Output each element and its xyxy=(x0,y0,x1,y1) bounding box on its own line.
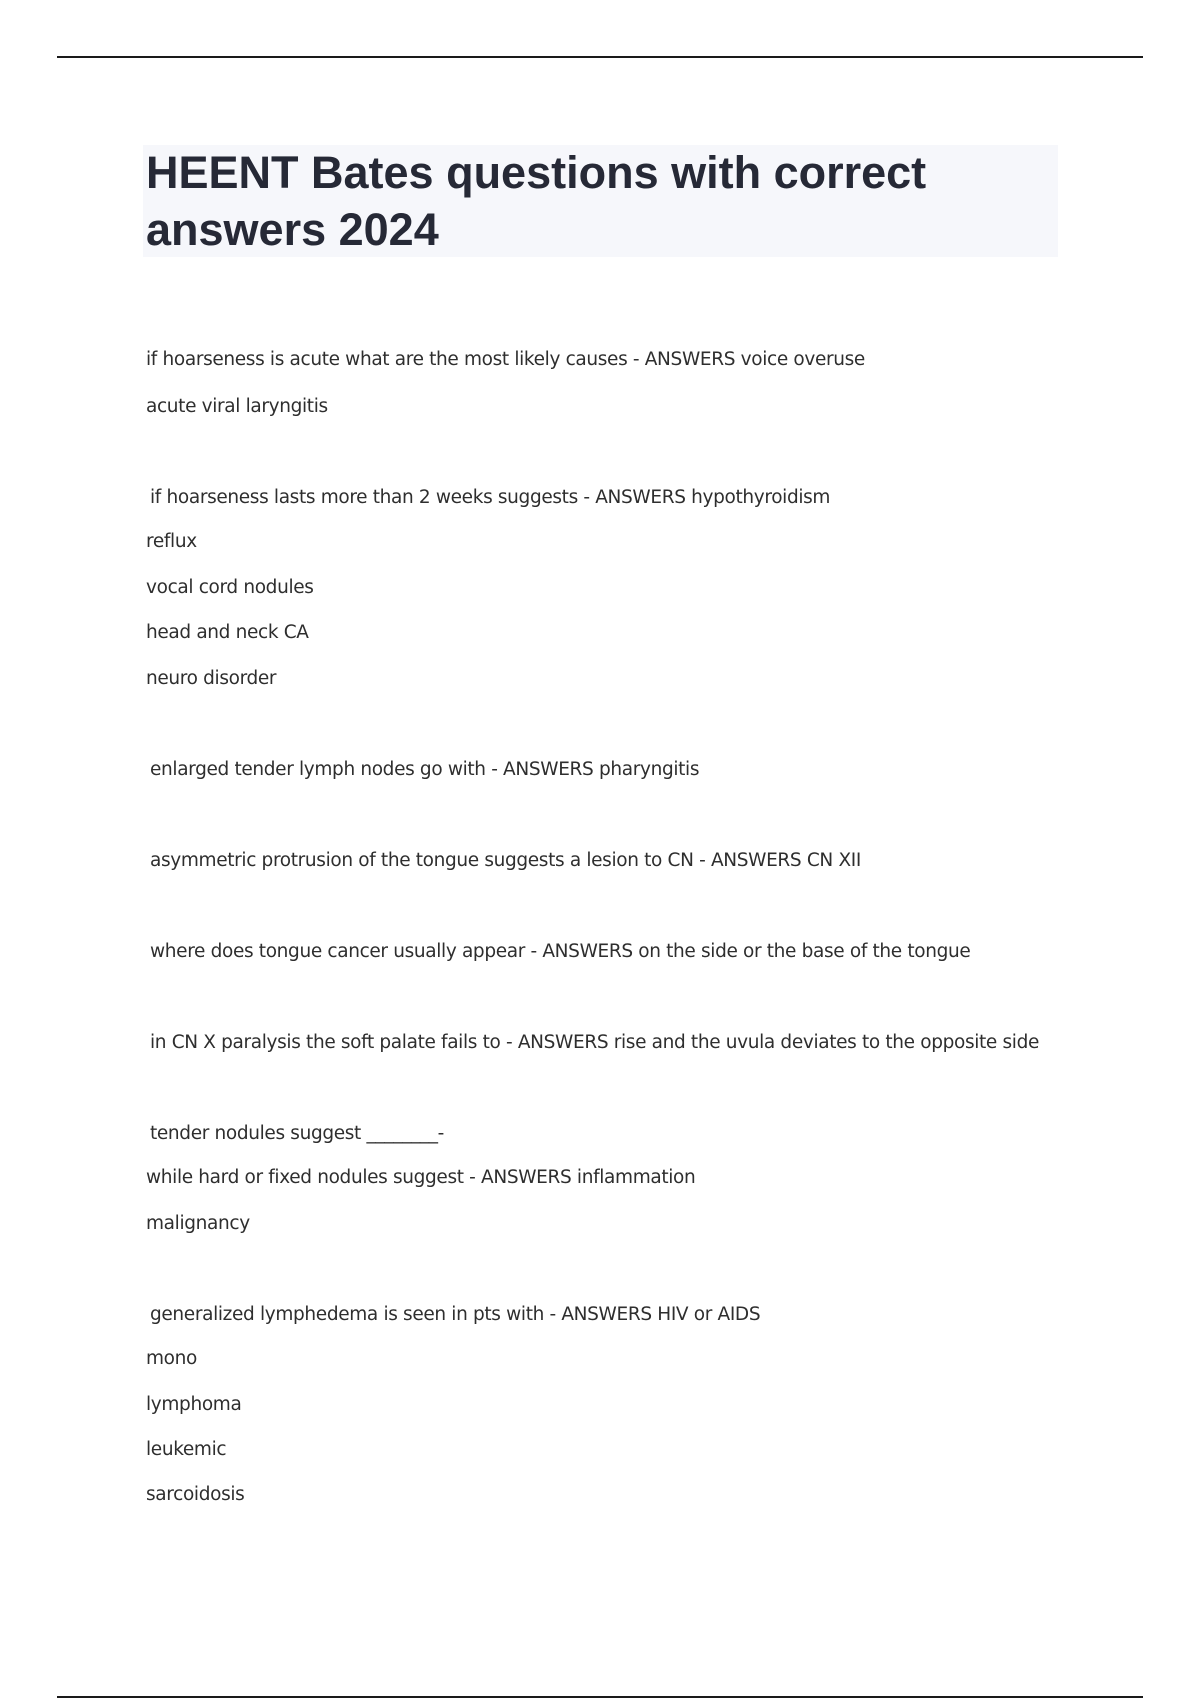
answer-line: acute viral laryngitis xyxy=(146,396,328,417)
answer-line: mono xyxy=(146,1348,197,1369)
question-line: enlarged tender lymph nodes go with - ANSWERS pharyngitis xyxy=(150,759,700,780)
question-line: tender nodules suggest ________- xyxy=(150,1123,445,1144)
answer-line: if hoarseness is acute what are the most likely causes - ANSWERS voice overuse xyxy=(146,349,865,370)
question-line: if hoarseness lasts more than 2 weeks suggests - ANSWERS hypothyroidism xyxy=(150,487,831,508)
answer-line: vocal cord nodules xyxy=(146,577,314,598)
answer-line: while hard or fixed nodules suggest - ANSWERS inflammation xyxy=(146,1167,696,1188)
answer-line: head and neck CA xyxy=(146,622,309,643)
question-line: generalized lymphedema is seen in pts with - ANSWERS HIV or AIDS xyxy=(150,1304,761,1325)
answer-line: malignancy xyxy=(146,1213,250,1234)
question-line: asymmetric protrusion of the tongue suggests a lesion to CN - ANSWERS CN XII xyxy=(150,850,861,871)
answer-line: lymphoma xyxy=(146,1394,242,1415)
top-rule xyxy=(57,56,1143,58)
answer-line: reflux xyxy=(146,531,197,552)
answer-line: leukemic xyxy=(146,1439,227,1460)
answer-line: neuro disorder xyxy=(146,668,277,689)
document-title: HEENT Bates questions with correct answers 2024 xyxy=(146,147,927,255)
bottom-rule xyxy=(57,1696,1143,1698)
question-line: where does tongue cancer usually appear - ANSWERS on the side or the base of the tongue xyxy=(150,941,971,962)
question-line: in CN X paralysis the soft palate fails to - ANSWERS rise and the uvula deviates to the opposite side xyxy=(150,1032,1039,1053)
answer-line: sarcoidosis xyxy=(146,1484,245,1505)
